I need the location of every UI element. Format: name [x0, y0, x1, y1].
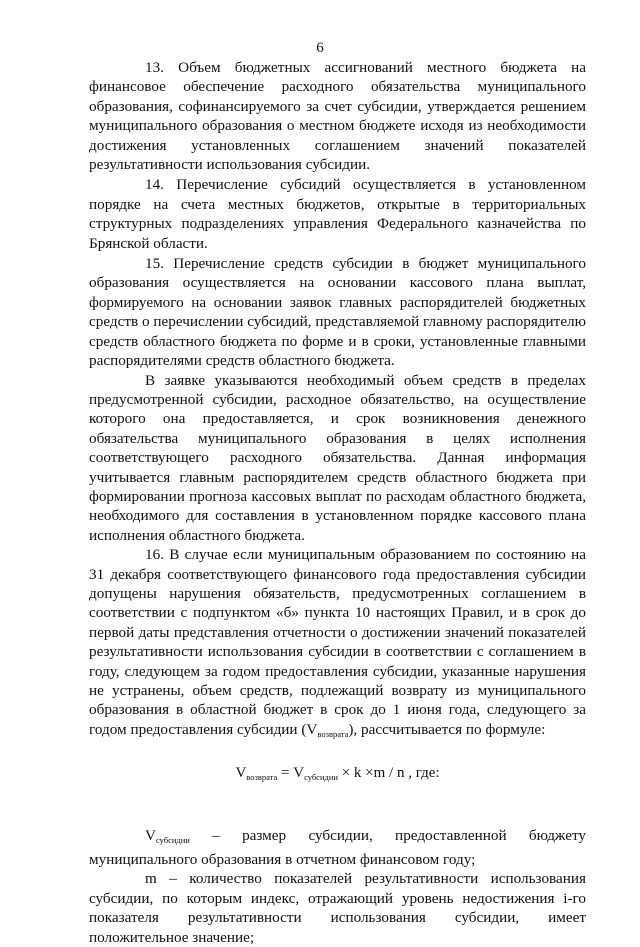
paragraph-15: 15. Перечисление средств субсидии в бюджет муниципального образования осуществляется на основании кассового плана выплат, формируемого на основании заявок главных распорядителей бюджетных средств о перечислении субсидий, представляемой главному распорядителю средств областного бюджета по форме и в сроки, установленные главными распорядителями средств областного бюджета. — [89, 255, 586, 370]
refund-formula — [89, 764, 586, 787]
paragraph-16-text: 16. В случае если муниципальным образованием по состоянию на 31 декабря соответствующего финансового года предоставления субсидии допущены нарушения обязательств, предусмотренных соглашением в соответствии с подпунктом «б» пункта 10 настоящих Правил, и в срок до первой даты представления отчетности о достижении значений показателей результативности использования субсидии в соответствии с соглашением в году, следующем за годом предоставления субсидии, указанные нарушения не устранены, объем средств, подлежащий возврату из муниципального образования в областной бюджет в срок до 1 июня года, следующего за годом предоставления субсидии (V — [89, 546, 586, 738]
formula-rest: × k ×m / n , где: — [337, 765, 440, 782]
paragraph-14: 14. Перечисление субсидий осуществляется в установленном порядке на счета местных бюджетов, открытые в территориальных структурных подразделениях управления Федерального казначейства по Брянской области. — [89, 176, 586, 252]
definition-var: V — [145, 826, 156, 844]
definition-var-subscript: субсидии — [155, 834, 190, 845]
page-number: 6 — [316, 40, 324, 56]
paragraph-application: В заявке указываются необходимый объем средств в пределах предусмотренной субсидии, расходное обязательство, на осуществление которого она предоставляется, и срок возникновения денежного обязательства муниципального образования в целях исполнения соответствующего расходного обязательства. Данная информация учитывается главным распорядителем средств областного бюджета при формировании прогноза кассовых выплат по расходам областного бюджета, необходимого для составления в установленном порядке кассового плана исполнения областного бюджета. — [89, 371, 586, 544]
definition-m — [89, 869, 586, 947]
formula-v-refund: V — [235, 765, 247, 782]
formula-v-refund-subscript: возврата — [246, 772, 278, 783]
formula-equals: = V — [277, 765, 305, 782]
document-body — [89, 58, 586, 947]
paragraph-16 — [89, 545, 586, 744]
formula-v-subsidy-subscript: субсидии — [304, 772, 338, 783]
definition-text: – количество показателей результативности использования субсидии, по которым индекс, отражающий уровень недостижения i-го показателя результативности использования субсидии, имеет положительное значение; — [89, 870, 586, 946]
paragraph-16-subscript: возврата — [317, 728, 349, 739]
definition-v-subsidy — [89, 826, 586, 870]
paragraph-16-tail: ), рассчитывается по формуле: — [348, 720, 546, 738]
definition-var: m — [145, 870, 157, 888]
definition-text: – размер субсидии, предоставленной бюджету муниципального образования в отчетном финансовом году; — [89, 826, 586, 869]
paragraph-13: 13. Объем бюджетных ассигнований местного бюджета на финансовое обеспечение расходного обязательства муниципального образования, софинансируемого за счет субсидии, утверждается решением муниципального образования о местном бюджете исходя из необходимости достижения установленных соглашением значений показателей результативности использования субсидии. — [89, 59, 586, 174]
